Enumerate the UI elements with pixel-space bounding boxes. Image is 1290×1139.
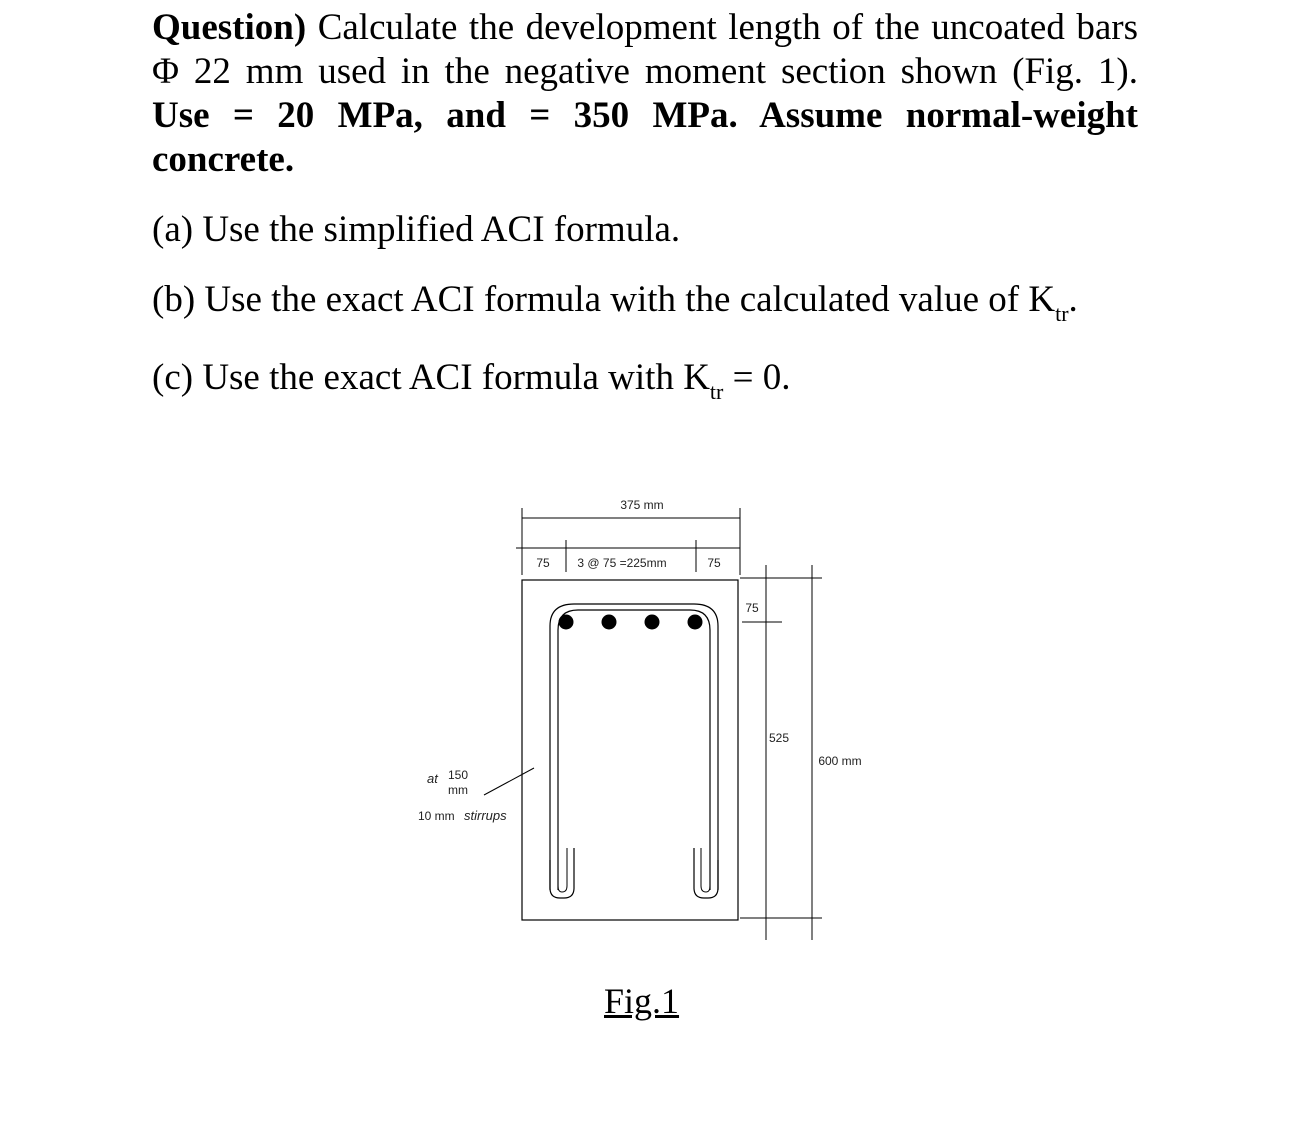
stirrup-outer <box>558 610 710 890</box>
stirrup-inner <box>550 604 718 890</box>
stirrup-hook-left <box>550 848 574 898</box>
stirrup-hook-right-inner <box>701 848 710 892</box>
part-b-subscript: tr <box>1055 301 1069 326</box>
stirrup-word-label: stirrups <box>464 808 507 823</box>
part-c-end: = 0. <box>723 357 791 398</box>
stirrup-spacing-unit: mm <box>448 783 468 797</box>
rebar-1 <box>559 615 574 630</box>
beam-outline <box>522 580 738 920</box>
stirrup-leader-line <box>484 768 534 795</box>
spacing-label: 3 @ 75 =225mm <box>577 556 667 570</box>
rebar-4 <box>688 615 703 630</box>
part-c-text: (c) Use the exact ACI formula with K <box>152 357 710 398</box>
question-bold: Use = 20 MPa, and = 350 MPa. Assume normal-weight concrete. <box>152 95 1138 180</box>
stirrup-hook-right <box>694 848 718 898</box>
stirrup-size-label: 10 mm <box>418 809 455 823</box>
left-cover-label: 75 <box>536 556 550 570</box>
part-b-text: (b) Use the exact ACI formula with the calculated value of K <box>152 279 1056 320</box>
question-label: Question) <box>152 7 307 48</box>
effective-depth-label: 525 <box>768 731 790 745</box>
rebar-2 <box>602 615 617 630</box>
part-b-end: . <box>1068 279 1078 320</box>
right-cover-label: 75 <box>707 556 721 570</box>
width-label: 375 mm <box>620 498 664 512</box>
top-cover-label: 75 <box>745 601 759 615</box>
question-plain: Calculate the development length of the uncoated bars Φ 22 mm used in the negative moment section shown (Fig. 1). <box>152 7 1138 92</box>
total-depth-label: 600 mm <box>818 754 862 768</box>
stirrup-at-label: at <box>427 771 438 786</box>
part-c-subscript: tr <box>709 379 724 404</box>
rebar-3 <box>645 615 660 630</box>
part-a: (a) Use the simplified ACI formula. <box>152 209 681 250</box>
stirrup-hook-left-inner <box>558 848 567 892</box>
figure-caption: Fig.1 <box>604 981 680 1021</box>
stirrup-spacing-label: 150 <box>448 768 469 782</box>
